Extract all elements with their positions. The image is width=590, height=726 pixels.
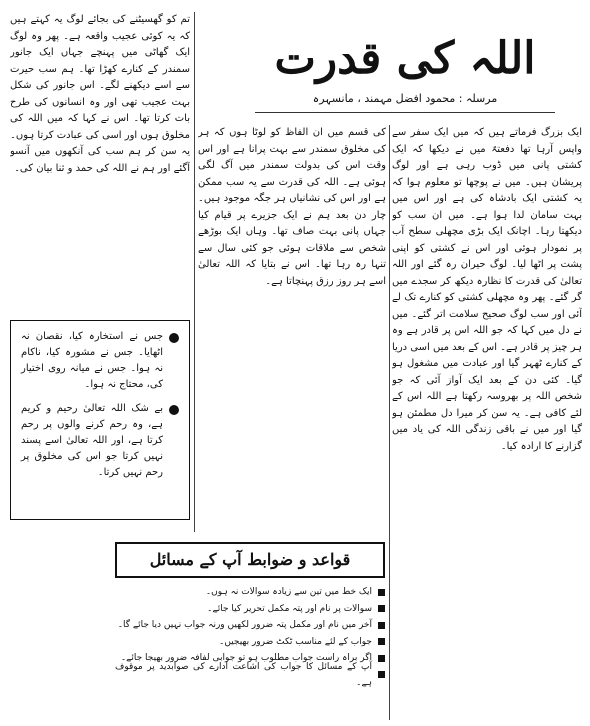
square-bullet-icon (378, 655, 385, 662)
rule-item (115, 661, 385, 688)
saying-item (21, 329, 179, 393)
column-divider (194, 12, 195, 532)
rule-item (115, 584, 385, 601)
column-divider (389, 125, 390, 720)
bullet-icon (169, 333, 179, 343)
rule-text: جواب کے لئے مناسب ٹکٹ ضرور بھیجیں۔ (219, 636, 372, 647)
square-bullet-icon (378, 671, 385, 678)
saying-item (21, 401, 179, 481)
rule-item (115, 617, 385, 634)
rules-title: قواعد و ضوابط آپ کے مسائل (149, 550, 351, 569)
article-byline: مرسلہ : محمود افضل مہمند ، مانسہرہ (255, 92, 555, 113)
article-title: اللہ کی قدرت (274, 33, 536, 84)
saying-text: بے شک اللہ تعالیٰ رحیم و کریم ہے، وہ رحم کرنے والوں پر رحم کرتا ہے، اور اللہ تعالیٰ اسے پسند نہیں کرتا جو اس کی مخلوق پر رحم نہیں کرتا۔ (21, 403, 163, 478)
sayings-box (10, 320, 190, 520)
rule-item (115, 601, 385, 618)
rule-text: ایک خط میں تین سے زیادہ سوالات نہ ہوں۔ (205, 587, 372, 598)
article-column-middle: کی قسم میں ان الفاظ کو لوٹا ہوں کہ ہر کی مخلوق سمندر سے بہت پرانا ہے اور اس وقت اس کی بدولت سمندر میں آگ لگی ہوئی ہے۔ اللہ کی قدرت سے یہ سب ممکن ہے اور اس کی نشانیاں ہر جگہ موجود ہیں۔ چار دن بعد ہم نے ایک جزیرے پر قیام کیا جہاں پانی بہت صاف تھا۔ وہاں ایک بوڑھے شخص سے ملاقات ہوئی جو کئی سال سے تنہا رہ رہا تھا۔ اس نے بتایا کہ اللہ تعالیٰ اسے ہر روز رزق پہنچاتا ہے۔ (198, 127, 386, 287)
article-column-left: تم کو گھسیٹنے کی بجائے لوگ یہ کہتے ہیں کہ یہ کوئی عجیب واقعہ ہے۔ پھر وہ لوگ ایک گھاٹی میں پہنچے جہاں ایک جانور سمندر کے کنارے کھڑا تھا۔ ہم سب حیرت سے اسے دیکھنے لگے۔ اس جانور کی شکل بہت عجیب تھی اور وہ انسانوں کی طرح بات کرتا تھا۔ اس نے کہا کہ میں اللہ کی مخلوق ہوں اور اسی کی عبادت کرتا ہوں۔ یہ سن کر ہم سب کی آنکھوں میں آنسو آگئے اور ہم نے اللہ کی حمد و ثنا بیان کی۔ (10, 14, 190, 174)
rules-header (115, 542, 385, 578)
square-bullet-icon (378, 622, 385, 629)
rule-text: آخر میں نام اور مکمل پتہ ضرور لکھیں ورنہ جواب نہیں دیا جائے گا۔ (117, 620, 372, 631)
rule-item (115, 634, 385, 651)
rule-text: سوالات پر نام اور پتہ مکمل تحریر کیا جائے۔ (207, 603, 372, 614)
bullet-icon (169, 405, 179, 415)
rule-text: آپ کے مسائل کا جواب کی اشاعت ادارے کی صوابدید پر موقوف ہے۔ (115, 661, 372, 688)
article-column-right: ایک بزرگ فرماتے ہیں کہ میں ایک سفر سے واپس آرہا تھا دفعتہً میں نے دیکھا کہ ایک کشتی پانی میں ڈوب رہی ہے اور لوگ پریشان ہیں۔ میں نے پوچھا تو معلوم ہوا کہ یہ کشتی ایک بادشاہ کی ہے اور اس میں بہت سامان لدا ہوا ہے۔ میں ان سب کو دیکھتا رہا۔ اچانک ایک بڑی مچھلی سطح آب پر نمودار ہوئی اور اس نے کشتی کو اپنی پشت پر اٹھا لیا۔ لوگ حیران رہ گئے اور اللہ تعالیٰ کی قدرت کا نظارہ دیکھ کر سجدے میں گر گئے۔ پھر وہ مچھلی کشتی کو کنارے تک لے آئی اور سب لوگ صحیح سلامت اتر گئے۔ میں نے دل میں کہا کہ جو اللہ اس پر قادر ہے وہ ہر چیز پر قادر ہے۔ اس کے بعد میں اسی دریا کے کنارے ٹھہر گیا اور عبادت میں مشغول ہو گیا۔ کئی دن کے بعد ایک آواز آئی کہ جو شخص اللہ پر بھروسہ رکھتا ہے اللہ اس کے لئے کافی ہے۔ یہ سن کر میرا دل مطمئن ہو گیا اور میں نے باقی زندگی اللہ کی یاد میں گزارنے کا ارادہ کیا۔ (392, 127, 582, 452)
rule-text: اگر براہ راست جواب مطلوب ہو تو جوابی لفافہ ضرور بھیجا جائے۔ (120, 653, 372, 664)
rules-list (115, 584, 385, 720)
saying-text: جس نے استخارہ کیا، نقصان نہ اٹھایا۔ جس نے مشورہ کیا، ناکام نہ ہوا۔ جس نے میانہ روی اختیار کی، محتاج نہ ہوا۔ (21, 331, 163, 390)
square-bullet-icon (378, 605, 385, 612)
square-bullet-icon (378, 589, 385, 596)
square-bullet-icon (378, 638, 385, 645)
